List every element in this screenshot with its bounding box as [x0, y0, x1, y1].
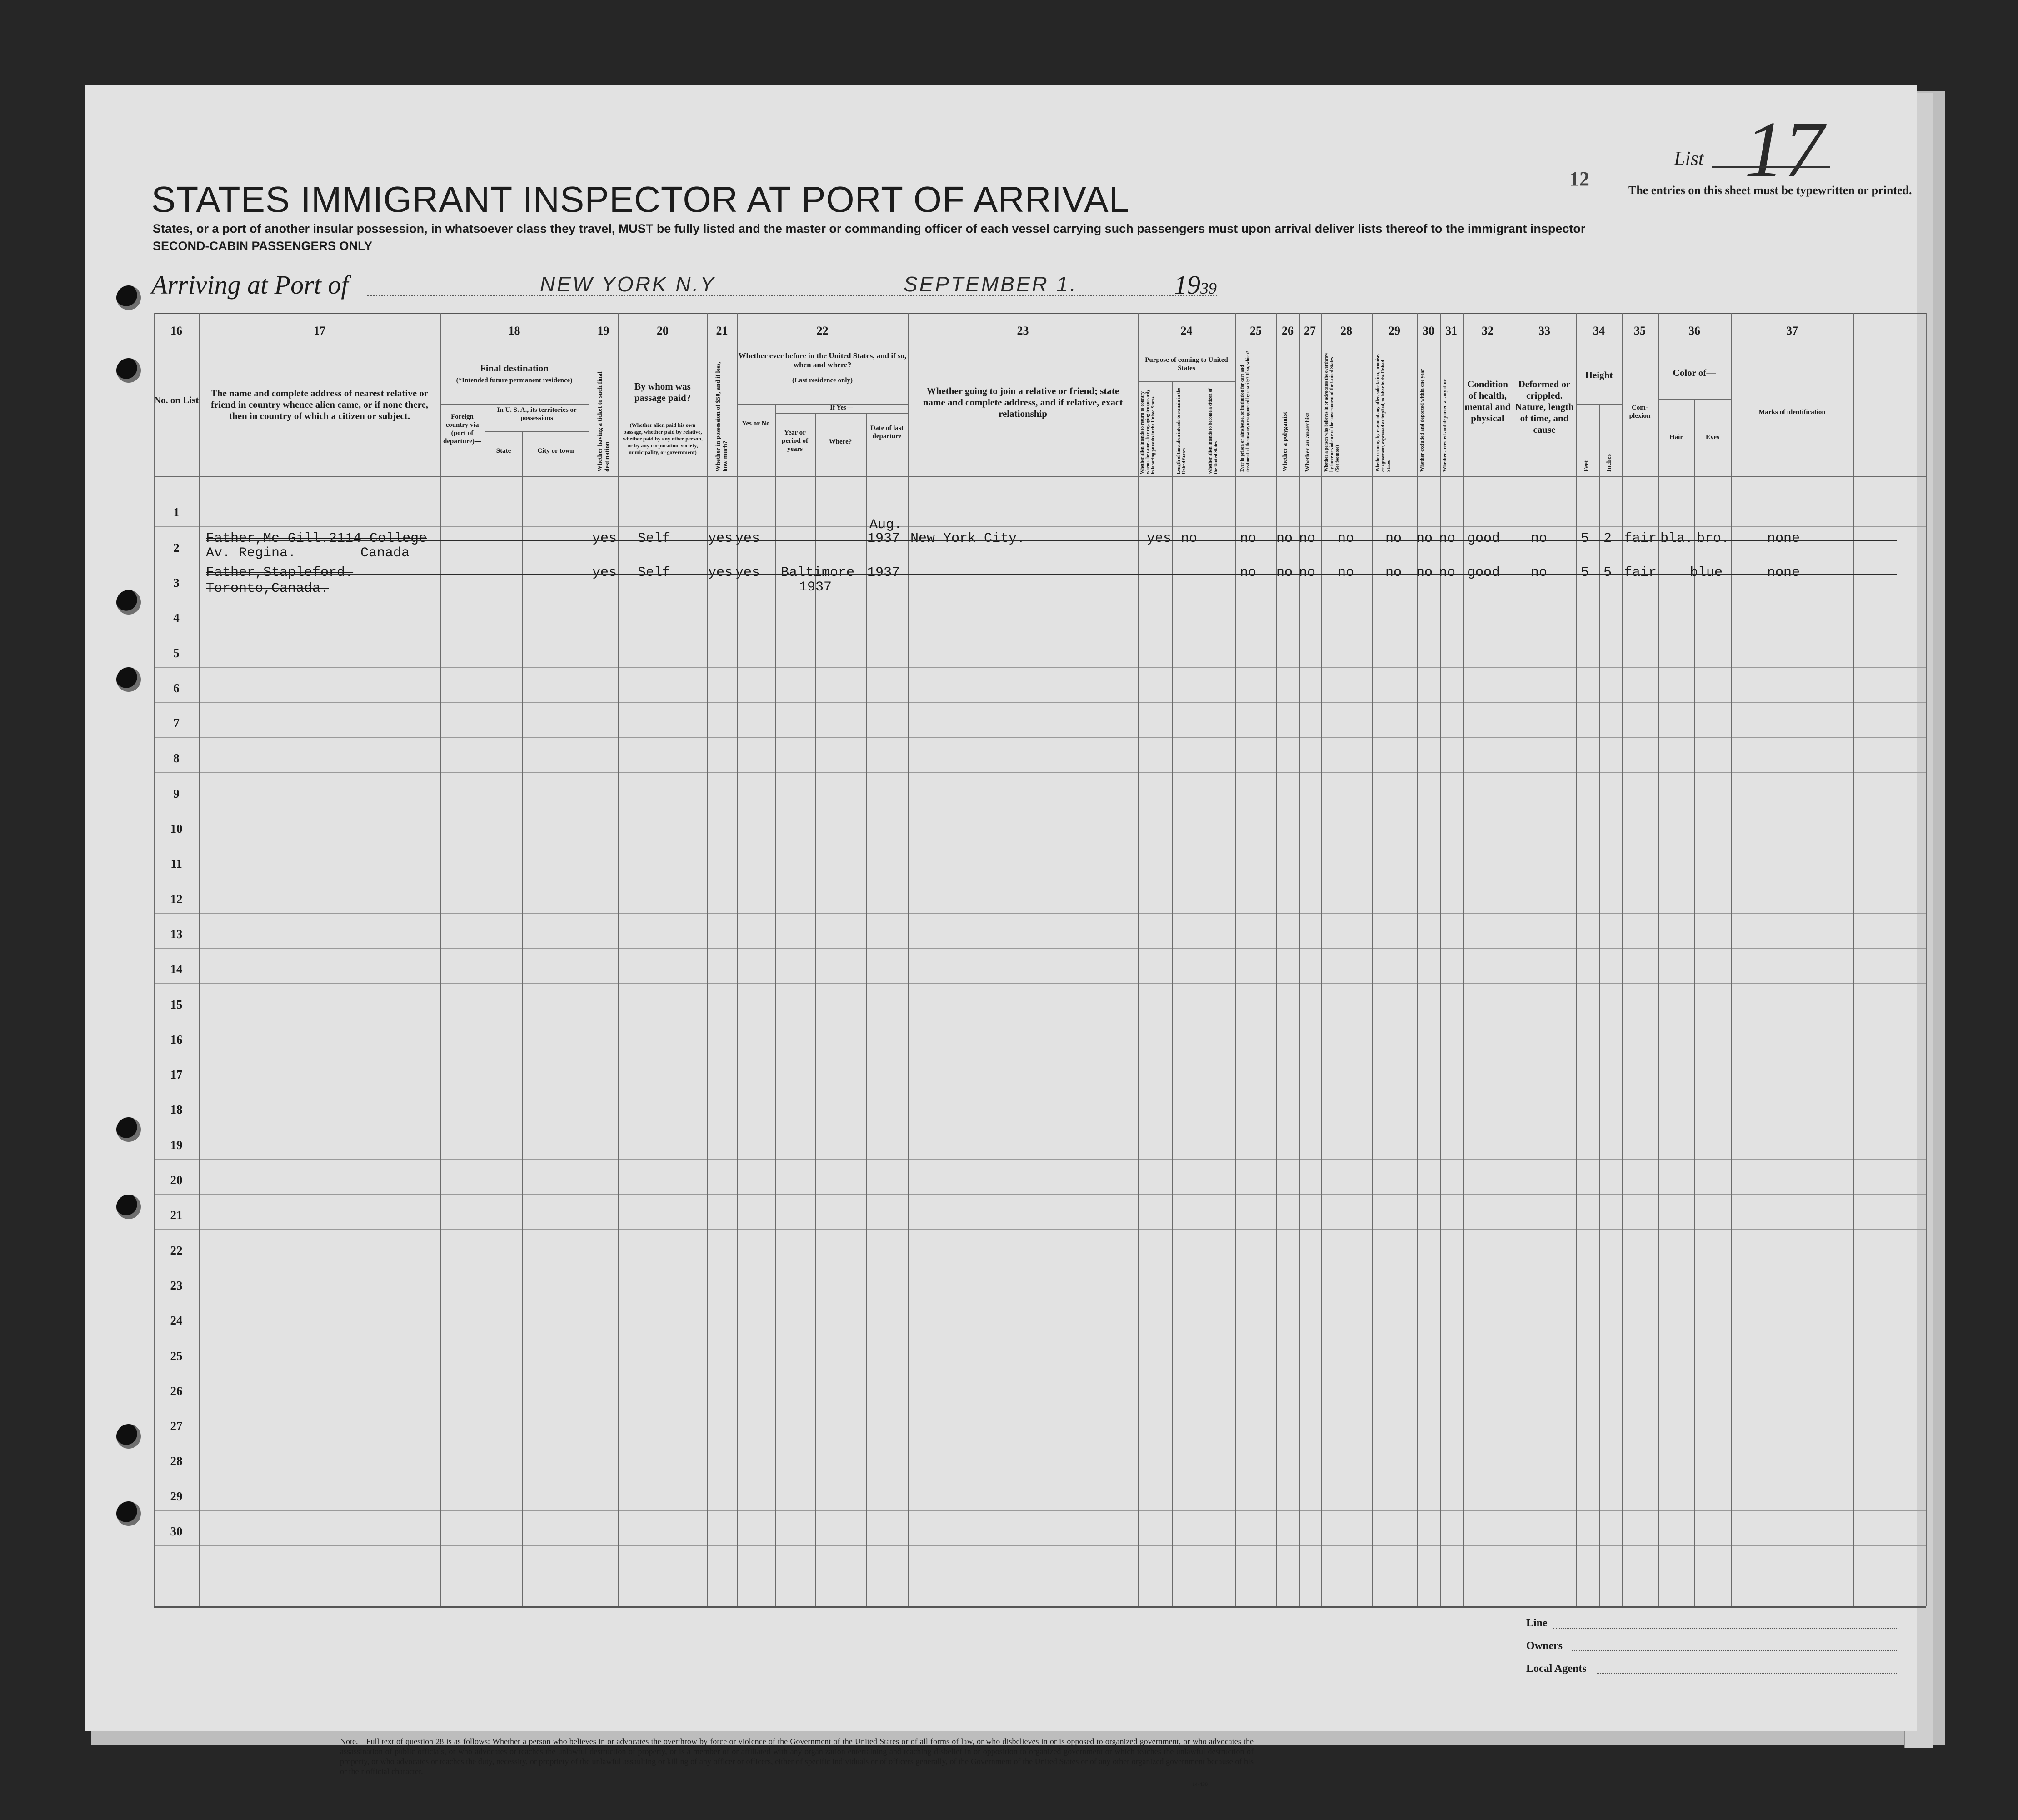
entry1-length-stay: no — [1181, 531, 1198, 546]
entry2-prison: no — [1240, 565, 1257, 580]
row-rule — [154, 1545, 1926, 1546]
form-subtitle: States, or a port of another insular possession, in whatsoever class they travel, MUST be fully listed and the master or commanding officer of each vessel carrying such passengers must upon arrival deliver lists thereof to the immigrant inspector — [153, 222, 1586, 235]
row-number: 21 — [170, 1208, 183, 1222]
header-year: Year or period of years — [782, 429, 808, 453]
entry2-inches: 5 — [1603, 565, 1612, 580]
header-ticket: Whether having a ticket to such final destination — [597, 371, 611, 472]
header-eyes: Eyes — [1706, 434, 1719, 441]
entry1-labor-offer: no — [1385, 531, 1402, 546]
entry2-departure: 1937 — [867, 565, 900, 580]
col-line — [618, 313, 619, 1606]
column-number: 33 — [1538, 324, 1550, 337]
row-number: 17 — [170, 1068, 183, 1081]
punch-hole — [116, 1195, 141, 1219]
entry2-strike-line — [206, 574, 1897, 575]
entry1-paid-by: Self — [638, 531, 671, 546]
entry1-overthrow: no — [1338, 531, 1354, 546]
entry2-relative-line1: Father,Stapleford. — [206, 565, 354, 580]
column-number: 23 — [1017, 324, 1029, 337]
list-number: 17 — [1744, 105, 1824, 193]
col-line — [1321, 313, 1322, 1606]
subhead-rule — [1576, 404, 1622, 405]
column-number: 16 — [170, 324, 182, 337]
header-citizen-intent: Whether alien intends to become a citizen of the United States — [1208, 388, 1219, 474]
row-number: 13 — [170, 927, 183, 941]
form-number: 14-430 — [1192, 1781, 1208, 1787]
row-number: 25 — [170, 1349, 183, 1363]
column-number: 22 — [816, 324, 829, 337]
column-number: 36 — [1688, 324, 1700, 337]
col-line — [1576, 313, 1577, 1606]
entry1-complexion: fair — [1624, 531, 1657, 546]
row-number: 1 — [173, 505, 180, 519]
col-line — [1622, 313, 1623, 1606]
col-line — [866, 413, 867, 1606]
entry2-hair: blue — [1690, 565, 1723, 580]
column-number: 24 — [1180, 324, 1193, 337]
row-number: 6 — [173, 681, 180, 695]
header-labor-offer: Whether coming by reason of any offer, solicitation, promise, or agreement, expressed or implied, to labor in the United States — [1375, 354, 1391, 472]
subhead-rule — [485, 431, 589, 432]
entry1-hair: bla. — [1660, 531, 1693, 546]
column-number: 19 — [597, 324, 609, 337]
col-line — [1599, 404, 1600, 1606]
row-number: 11 — [170, 857, 182, 870]
footnote: Note.—Full text of question 28 is as follows: Whether a person who believes in or advocates the overthrow by force or violence of the Government of the United States or of all forms of law, or who disbelieves in or is opposed to organized government, or who advocates the assassination of public officials, or who advocates or teaches the unlawful destruction of property, or is a member of or affiliated with any organization entertaining and teaching disbelief in or opposition to organized government or which teaches the unlawful destruction of property, or who advocates or teaches the duty, necessity, or propriety of the unlawful assaulting or killing of any officer or officers, either of specific individuals or of officers generally, of the Government of the United States or of any other organized government because of his or their official character. — [340, 1737, 1254, 1776]
col-line — [908, 313, 909, 1606]
punch-hole — [116, 667, 141, 692]
col-line — [1417, 313, 1418, 1606]
header-passage-paid-sub: (Whether alien paid his own passage, whether paid by relative, whether paid by any other person, or by any corporation, society, municipality, or government) — [623, 422, 703, 455]
entry1-money: yes — [708, 531, 733, 546]
col-line — [1513, 313, 1514, 1606]
header-foreign-country: Foreign country via (port of departure)— — [443, 413, 481, 445]
row-rule — [154, 526, 1926, 527]
header-hair: Hair — [1669, 434, 1683, 441]
row-number: 12 — [170, 892, 183, 906]
entry2-health: good — [1467, 565, 1500, 580]
header-arrested: Whether arrested and deported at any time — [1442, 379, 1448, 472]
header-polygamist: Whether a polygamist — [1282, 412, 1289, 472]
entries-note: The entries on this sheet must be typewritten or printed. — [1628, 184, 1912, 197]
entry1-relative-line2: Av. Regina. — [206, 545, 296, 561]
header-marks: Marks of identification — [1758, 409, 1826, 416]
entry2-overthrow: no — [1338, 565, 1354, 580]
header-yes-no: Yes or No — [742, 420, 770, 427]
row-number: 7 — [173, 716, 180, 730]
entry2-deformed: no — [1531, 565, 1548, 580]
col-line — [1658, 313, 1659, 1606]
row-number: 15 — [170, 998, 183, 1011]
header-passage-paid: By whom was passage paid? — [634, 381, 691, 403]
entry1-before-us: yes — [735, 531, 760, 546]
subhead-rule — [1138, 381, 1235, 382]
row-number: 28 — [170, 1454, 183, 1468]
owners-signature-line — [1572, 1650, 1897, 1651]
header-excluded: Whether excluded and deported within one year — [1419, 369, 1425, 472]
col-line — [1731, 313, 1732, 1606]
entry1-polygamist: no — [1276, 531, 1293, 546]
header-where: Where? — [829, 438, 852, 445]
entry2-ticket: yes — [592, 565, 617, 580]
punch-hole — [116, 285, 141, 310]
row-rule — [154, 1229, 1926, 1230]
form-title: STATES IMMIGRANT INSPECTOR AT PORT OF ARRIVAL — [151, 179, 1130, 220]
col-line — [1372, 313, 1373, 1606]
header-if-yes: If Yes— — [830, 404, 853, 411]
entry1-departure-year: 1937 — [867, 531, 900, 546]
row-rule — [154, 702, 1926, 703]
entry2-feet: 5 — [1581, 565, 1589, 580]
punch-hole — [116, 1424, 141, 1449]
row-rule — [154, 737, 1926, 738]
header-final-destination-sub: (*Intended future permanent residence) — [456, 377, 573, 384]
entry2-before-where: Baltimore — [781, 565, 855, 580]
column-number: 28 — [1340, 324, 1352, 337]
owners-label: Owners — [1526, 1640, 1563, 1652]
header-before-us: Whether ever before in the United States, and if so, when and where? — [738, 351, 907, 369]
port-value: NEW YORK N.Y — [540, 272, 716, 296]
row-number: 27 — [170, 1419, 183, 1433]
row-number: 8 — [173, 751, 180, 765]
punch-hole — [116, 1501, 141, 1526]
column-number: 26 — [1282, 324, 1294, 337]
header-health: Condition of health, mental and physical — [1464, 379, 1511, 424]
header-final-destination: Final destination — [480, 363, 549, 374]
entry1-inches: 2 — [1603, 531, 1612, 546]
row-number: 2 — [173, 541, 180, 555]
header-return-intent: Whether alien intends to return to country whence he came after engaging temporarily in laboring pursuits in the United States — [1140, 389, 1156, 474]
header-last-departure: Date of last departure — [870, 425, 904, 440]
entry1-join: New York City. — [910, 531, 1025, 546]
entry1-prison: no — [1240, 531, 1257, 546]
row-rule — [154, 913, 1926, 914]
header-money: Whether in possession of $50, and if less, how much? — [715, 361, 729, 472]
entry1-arrested: no — [1439, 531, 1456, 546]
row-number: 10 — [170, 822, 183, 835]
arriving-label: Arriving at Port of — [151, 270, 349, 300]
header-join-relative: Whether going to join a relative or friend; state name and complete address, and if relative, exact relationship — [923, 385, 1123, 419]
entry2-relative-line2: Toronto,Canada. — [206, 581, 329, 596]
subhead-rule — [775, 413, 908, 414]
manifest-sheet — [85, 85, 1917, 1787]
row-number: 16 — [170, 1033, 183, 1046]
list-rule — [1712, 166, 1830, 168]
entry1-strike-line — [206, 540, 1897, 541]
entry1-deformed: no — [1531, 531, 1548, 546]
column-number: 27 — [1304, 324, 1316, 337]
agents-label: Local Agents — [1526, 1663, 1587, 1675]
table-bottom-rule — [154, 1606, 1926, 1608]
row-rule — [154, 1159, 1926, 1160]
entry2-paid-by: Self — [638, 565, 671, 580]
row-rule — [154, 948, 1926, 949]
col-line — [1172, 381, 1173, 1606]
header-overthrow: Whether a person who believes in or advocates the overthrow by force or violence of the Government of the United States (See footnote) — [1324, 353, 1340, 472]
row-number: 20 — [170, 1173, 183, 1187]
entry2-polygamist: no — [1276, 565, 1293, 580]
list-label: List — [1674, 147, 1704, 170]
row-rule — [154, 1194, 1926, 1195]
header-feet: Feet — [1583, 460, 1590, 472]
header-inches: Inches — [1606, 454, 1613, 472]
row-number: 24 — [170, 1314, 183, 1327]
column-number: 17 — [314, 324, 325, 337]
entry1-feet: 5 — [1581, 531, 1589, 546]
row-number: 9 — [173, 787, 180, 800]
row-rule — [154, 667, 1926, 668]
entry2-marks: none — [1767, 565, 1800, 580]
header-relative-address: The name and complete address of nearest relative or friend in country whence alien came, or if none there, then in country of which a citizen or subject. — [210, 388, 429, 421]
column-number: 32 — [1482, 324, 1494, 337]
sheet-stamp: 12 — [1569, 168, 1589, 190]
header-complexion: Com-plexion — [1629, 404, 1651, 420]
entry2-arrested: no — [1439, 565, 1456, 580]
entry2-money: yes — [708, 565, 733, 580]
header-height: Height — [1585, 370, 1613, 380]
row-number: 19 — [170, 1138, 183, 1152]
row-number: 23 — [170, 1279, 183, 1292]
punch-hole — [116, 358, 141, 383]
header-purpose: Purpose of coming to United States — [1145, 356, 1228, 372]
entry1-return-intent: yes — [1147, 531, 1172, 546]
entry2-labor-offer: no — [1385, 565, 1402, 580]
cabin-class: SECOND-CABIN PASSENGERS ONLY — [153, 239, 373, 253]
col-line — [1926, 313, 1927, 1606]
col-line — [440, 313, 441, 1606]
row-number: 29 — [170, 1490, 183, 1503]
col-line — [522, 431, 523, 1606]
line-signature-line — [1553, 1628, 1897, 1629]
row-rule — [154, 983, 1926, 984]
col-line — [1235, 313, 1236, 1606]
header-in-usa: In U. S. A., its territories or possessions — [497, 406, 577, 422]
row-number: 22 — [170, 1244, 183, 1257]
row-number: 3 — [173, 576, 180, 590]
entry1-excluded: no — [1416, 531, 1433, 546]
column-number: 35 — [1634, 324, 1646, 337]
column-number: 21 — [716, 324, 728, 337]
subhead-rule — [1658, 399, 1731, 400]
entry1-anarchist: no — [1299, 531, 1316, 546]
header-prison: Ever in prison or almshouse, or institution for care and treatment of the insane, or supported by charity? If so, which? — [1240, 350, 1250, 472]
header-before-us-sub: (Last residence only) — [792, 377, 853, 384]
col-line — [1299, 313, 1300, 1606]
row-number: 26 — [170, 1384, 183, 1398]
col-line — [707, 313, 708, 1606]
header-anarchist: Whether an anarchist — [1304, 412, 1311, 472]
entry2-before-year: 1937 — [799, 580, 832, 595]
table-top-rule — [154, 313, 1926, 314]
header-city: City or town — [537, 447, 574, 455]
punch-hole — [116, 1117, 141, 1142]
col-line — [775, 404, 776, 1606]
year-value: 1939 — [1174, 270, 1217, 300]
line-label: Line — [1526, 1617, 1548, 1629]
row-number: 14 — [170, 962, 183, 976]
column-number: 29 — [1389, 324, 1400, 337]
column-number: 25 — [1250, 324, 1262, 337]
col-line — [737, 313, 738, 1606]
column-number: 37 — [1786, 324, 1798, 337]
column-number: 34 — [1593, 324, 1605, 337]
col-line — [1138, 313, 1139, 1606]
header-state: State — [496, 447, 511, 455]
punch-hole — [116, 590, 141, 615]
column-number: 18 — [508, 324, 520, 337]
entry2-complexion: fair — [1624, 565, 1657, 580]
entry1-eyes: bro. — [1697, 531, 1730, 546]
row-number: 30 — [170, 1525, 183, 1538]
row-rule — [154, 1510, 1926, 1511]
header-no-on-list: No. on List — [154, 395, 199, 405]
column-number: 20 — [657, 324, 669, 337]
entry1-relative-country: Canada — [360, 545, 410, 561]
entry1-marks: none — [1767, 531, 1800, 546]
agents-signature-line — [1597, 1673, 1897, 1674]
row-rule — [154, 772, 1926, 773]
col-line — [1463, 313, 1464, 1606]
column-number: 30 — [1423, 324, 1434, 337]
col-line — [1440, 313, 1441, 1606]
entry1-departure-month: Aug. — [869, 517, 903, 533]
col-line — [199, 313, 200, 1606]
entry2-before-us: yes — [735, 565, 760, 580]
entry1-ticket: yes — [592, 531, 617, 546]
entry1-relative-line1: Father,Mc Gill.2114 College — [206, 531, 427, 546]
col-line — [1276, 313, 1277, 1606]
column-number: 31 — [1445, 324, 1457, 337]
header-length-stay: Length of time alien intends to remain in the United States — [1176, 388, 1187, 474]
header-color: Color of— — [1673, 367, 1716, 378]
header-deformed: Deformed or crippled. Nature, length of time, and cause — [1515, 379, 1574, 435]
col-line — [1853, 313, 1854, 1606]
row-number: 18 — [170, 1103, 183, 1116]
subhead-rule — [440, 404, 589, 405]
entry2-excluded: no — [1416, 565, 1433, 580]
entry1-health: good — [1467, 531, 1500, 546]
row-number: 4 — [173, 611, 180, 625]
table-header-rule — [154, 476, 1926, 477]
row-number: 5 — [173, 646, 180, 660]
date-value: SEPTEMBER 1. — [904, 272, 1078, 296]
entry2-anarchist: no — [1299, 565, 1316, 580]
